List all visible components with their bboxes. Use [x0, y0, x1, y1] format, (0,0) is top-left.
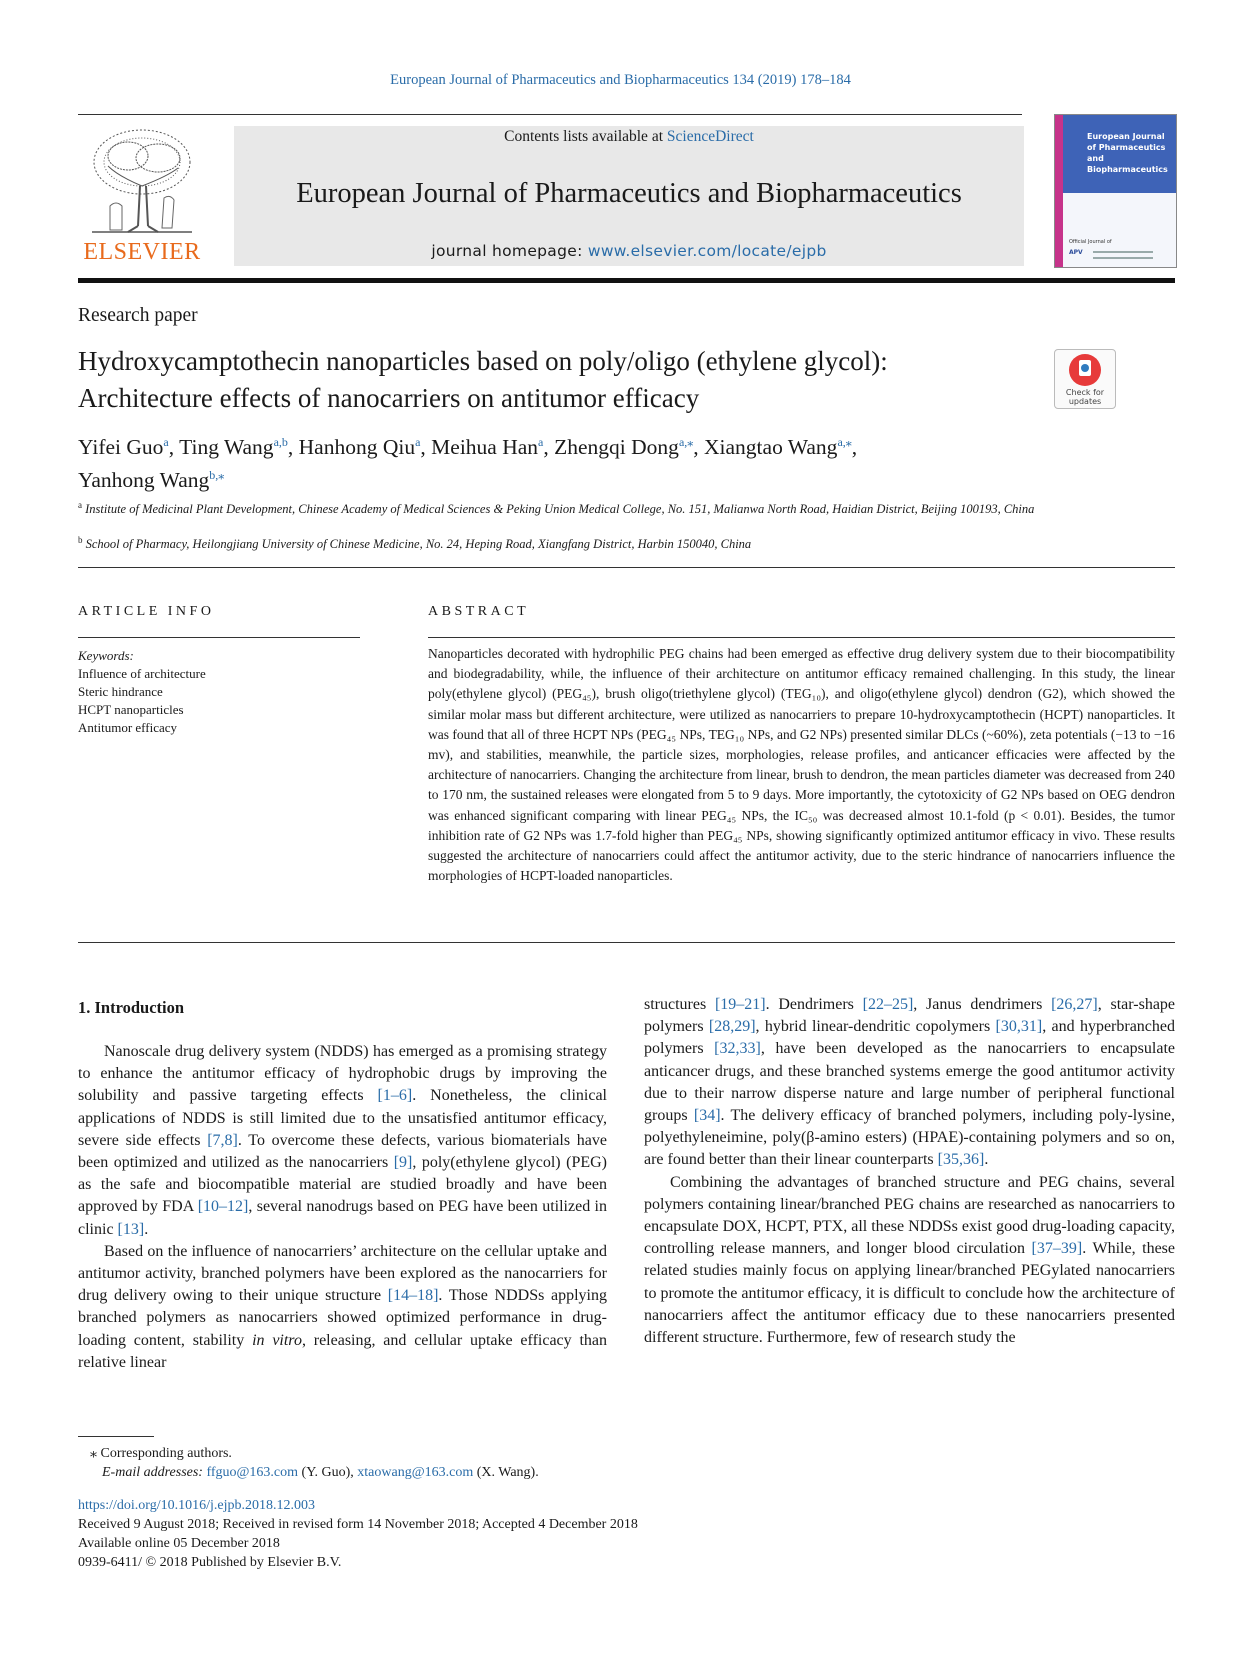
author-list — [78, 428, 1038, 494]
citation-link[interactable]: [1–6] — [377, 1087, 413, 1105]
text-run: , Janus dendrimers — [913, 996, 1052, 1013]
author-name[interactable]: Yanhong Wang — [78, 468, 210, 493]
citation-link[interactable]: [28,29] — [708, 1018, 756, 1036]
journal-cover-image[interactable] — [1054, 114, 1177, 268]
citation-link[interactable]: [7,8] — [207, 1131, 238, 1149]
text-run: . While, these related studies mainly focus on applying linear/branched PEGylated nanocarriers to promote the antitumor efficacy, it is difficult to conclude how the architecture of nanocarriers affect the antitumor efficacy due to these nanocarriers presented different structure. Furthermore, few of research study the — [644, 1240, 1175, 1347]
keyword: Steric hindrance — [78, 684, 163, 699]
elsevier-tree-icon — [88, 126, 196, 236]
copyright: 0939-6411/ © 2018 Published by Elsevier B.V. — [78, 1555, 342, 1570]
author-affiliation-mark[interactable]: a — [163, 435, 169, 449]
text-run: Based on the influence of nanocarriers’ architecture on the cellular uptake and antitumor activity, branched polymers have been explored as the nanocarriers for drug delivery owing to their unique structure — [78, 1242, 607, 1305]
abstract-text: Nanoparticles decorated with hydrophilic PEG chains had been emerged as effective drug delivery system due to their biocompatibility and biodegradability, while, the influence of their architecture on antitumor efficacy remained challenging. In this study, the linear poly(ethylene glycol) (PEG₄₅), brush oligo(triethylene glycol) (TEG₁₀), and oligo(ethylene glycol) dendron (G2), which showed the similar molar mass but different architecture, were utilized as nanocarriers to prepare 10-hydroxycamptothecin (HCPT) nanoparticles. It was found that all of three HCPT NPs (PEG₄₅ NPs, TEG₁₀ NPs, and G2 NPs) presented similar DLCs (~60%), zeta potentials (−13 to −16 mv), and stabilities, meanwhile, the particle sizes, morphologies, release profiles, and anticancer efficacies were affected by the architecture of nanocarriers. Changing the architecture from linear, brush to dendron, the mean particles diameter was decreased from 240 to 170 nm, the sustained releases were elongated from 5 to 9 days. More importantly, the cytotoxicity of G2 NPs based on OEG dendron was enhanced significant comparing with linear PEG₄₅ NPs, the IC₅₀ was decreased almost 10.1-fold (p < 0.01). Besides, the tumor inhibition rate of G2 NPs was 1.7-fold higher than PEG₄₅ NPs, showing significantly optimized antitumor efficacy in vivo. These results suggested the architecture of nanocarriers could affect the antitumor activity, due to the steric hindrance of nanocarriers influence the morphologies of HCPT-loaded nanoparticles. — [428, 646, 1175, 884]
text-run: , hybrid linear-dendritic copolymers — [755, 1018, 996, 1036]
author-affiliation-mark[interactable]: a,⁎ — [837, 435, 852, 449]
text-run: . The delivery efficacy of branched polymers, including poly-lysine, polyethyleneimine, poly(β-amino esters) (HPAE)-containing polymers and so on, are found better than their linear counterparts — [644, 1107, 1175, 1169]
paragraph — [644, 994, 1175, 1172]
citation-link[interactable]: [10–12] — [197, 1198, 249, 1216]
journal-banner — [234, 126, 1024, 266]
cover-footer: Official Journal of — [1069, 239, 1112, 245]
sciencedirect-link[interactable]: ScienceDirect — [666, 128, 754, 145]
text-run: Combining the advantages of branched structure and PEG chains, several polymers containing linear/branched PEG chains are researched as nanocarriers to encapsulate DOX, HCPT, PTX, all these NDDSs exist good drug-loading capacity, controlling release manners, and longer blood circulation — [644, 1173, 1176, 1258]
citation-link[interactable]: [32,33] — [714, 1040, 761, 1058]
cover-line — [1093, 251, 1153, 253]
text-run: , have been developed as the nanocarriers to encapsulate anticancer drugs, and these branched systems emerge the good antitumor activity due to their narrow disperse nature and large number of peripheral functional groups — [644, 1040, 1175, 1125]
article-type: Research paper — [78, 305, 198, 326]
text-run: . Nonetheless, the clinical applications of NDDS is still limited due to the unsatisfied antitumor efficacy, severe side effects — [78, 1087, 607, 1149]
text-run: . Dendrimers — [765, 996, 863, 1013]
email-line: E-mail addresses: ffguo@163.com (Y. Guo), xtaowang@163.com (X. Wang). — [102, 1465, 539, 1480]
citation-link[interactable]: [9] — [393, 1154, 413, 1172]
author-separator: , — [693, 435, 705, 460]
citation-link[interactable]: [34] — [693, 1107, 721, 1125]
paragraph — [644, 1172, 1175, 1350]
journal-homepage: journal homepage: www.elsevier.com/locate/ejpb — [431, 242, 827, 260]
citation-link[interactable]: [26,27] — [1051, 996, 1098, 1013]
text-run: , star-shape polymers — [644, 996, 1176, 1036]
citation-link[interactable]: [30,31] — [995, 1018, 1043, 1036]
text-run: . To overcome these defects, various biomaterials have been optimized and utilized as the nanocarriers — [78, 1131, 607, 1172]
author-name[interactable]: Yifei Guo — [78, 435, 164, 460]
affiliation: $^a$ Institute of Medicinal Plant Development, Chinese Academy of Medical Sciences & Peking Union Medical College, No. 151, Malianwa North Road, Haidian District, Beijing 100193, China — [78, 500, 1035, 517]
right-column — [644, 994, 1175, 1349]
author-affiliation-mark[interactable]: a,⁎ — [678, 435, 694, 449]
elsevier-logo[interactable] — [78, 126, 206, 266]
bookmark-icon — [1069, 354, 1101, 386]
elsevier-wordmark: ELSEVIER — [83, 239, 201, 265]
citation-link[interactable]: [22–25] — [862, 996, 914, 1013]
keywords-block — [78, 647, 206, 737]
contents-line: Contents lists available at ScienceDirect — [504, 128, 754, 145]
paragraph — [78, 1241, 607, 1374]
available-online: Available online 05 December 2018 — [78, 1536, 280, 1551]
citation-link[interactable]: [37–39] — [1031, 1240, 1083, 1258]
affiliation: $^b$ School of Pharmacy, Heilongjiang University of Chinese Medicine, No. 24, Heping Road, Xiangfang District, Harbin 150040, China — [78, 535, 752, 552]
author-name[interactable]: Zhengqi Dong — [554, 435, 679, 460]
article-title — [78, 343, 1038, 417]
author-affiliation-mark[interactable]: a — [415, 435, 421, 449]
section-divider — [78, 567, 1175, 568]
author-separator: , — [420, 435, 432, 460]
author-affiliation-mark[interactable]: a — [538, 435, 544, 449]
abstract-rule — [428, 637, 1175, 638]
header-thick-rule — [78, 278, 1175, 283]
italic-text: in vitro — [252, 1331, 302, 1349]
received-dates: Received 9 August 2018; Received in revised form 14 November 2018; Accepted 4 December 2018 — [78, 1517, 638, 1532]
citation-link[interactable]: [35,36] — [937, 1151, 985, 1169]
author-affiliation-mark[interactable]: b,⁎ — [209, 468, 225, 483]
author-affiliation-mark[interactable]: a,b — [273, 435, 288, 449]
author-separator: , — [851, 435, 858, 460]
text-run: , several nanodrugs based on PEG have been utilized in clinic — [78, 1198, 608, 1238]
title-line: Architecture effects of nanocarriers on antitumor efficacy — [78, 383, 700, 413]
text-run: . Those NDDSs applying branched polymers as nanocarriers showed optimized performance in drug-loading content, stability — [78, 1287, 607, 1349]
keywords-label: Keywords: — [78, 648, 134, 663]
abstract-body — [428, 644, 1175, 886]
email-link[interactable]: xtaowang@163.com — [357, 1465, 474, 1480]
article-info-heading: ARTICLE INFO — [78, 604, 215, 619]
paragraph — [78, 1041, 607, 1241]
text-run: . — [984, 1151, 989, 1169]
author-name[interactable]: Xiangtao Wang — [704, 435, 838, 460]
keyword: Influence of architecture — [78, 666, 206, 681]
cover-strip — [1055, 115, 1063, 267]
citation-link[interactable]: [19–21] — [714, 996, 766, 1013]
cover-line — [1093, 257, 1153, 259]
header-rule — [78, 114, 1022, 115]
author-name[interactable]: Ting Wang — [179, 435, 274, 460]
footnote-rule — [78, 1436, 154, 1437]
author-separator: , — [543, 435, 555, 460]
journal-title: European Journal of Pharmaceutics and Biopharmaceutics — [296, 178, 962, 209]
journal-reference[interactable]: European Journal of Pharmaceutics and Biopharmaceutics 134 (2019) 178–184 — [390, 72, 851, 88]
left-column — [78, 1041, 607, 1374]
email-link[interactable]: ffguo@163.com — [206, 1465, 299, 1480]
text-run: Nanoscale drug delivery system (NDDS) has emerged as a promising strategy to enhance the antitumor efficacy of hydrophobic drugs by improving the solubility and passive targeting effects — [78, 1043, 607, 1105]
keyword: HCPT nanoparticles — [78, 702, 184, 717]
abstract-heading: ABSTRACT — [428, 604, 530, 619]
cover-title: European Journal of Pharmaceutics and Biopharmaceutics — [1087, 132, 1168, 174]
check-for-updates-button[interactable] — [1054, 349, 1116, 409]
article-info-rule — [78, 637, 360, 638]
publication-info — [78, 1496, 638, 1572]
text-run: structures — [644, 996, 715, 1013]
citation-link[interactable]: [13] — [117, 1220, 145, 1238]
homepage-link[interactable]: www.elsevier.com/locate/ejpb — [587, 242, 827, 260]
title-line: Hydroxycamptothecin nanoparticles based on poly/oligo (ethylene glycol): — [78, 346, 888, 376]
footnotes — [78, 1444, 539, 1482]
doi-link[interactable]: https://doi.org/10.1016/j.ejpb.2018.12.003 — [78, 1498, 315, 1513]
text-run: , releasing, and cellular uptake efficacy than relative linear — [78, 1331, 607, 1371]
text-run: , poly(ethylene glycol) (PEG) as the safe and biocompatible material are studied broadly and have been approved by FDA — [78, 1154, 608, 1216]
author-separator: , — [168, 435, 180, 460]
section-heading: 1. Introduction — [78, 998, 185, 1017]
citation-link[interactable]: [14–18] — [387, 1287, 439, 1305]
author-name[interactable]: Meihua Han — [431, 435, 539, 460]
author-name[interactable]: Hanhong Qiu — [298, 435, 416, 460]
cover-body — [1063, 193, 1176, 267]
text-run: . — [144, 1220, 149, 1238]
text-run: , and hyperbranched polymers — [644, 1018, 1176, 1058]
corresponding-note: ⁎ Corresponding authors. — [90, 1446, 232, 1461]
apv-logo: APV — [1069, 249, 1083, 256]
abstract-bottom-rule — [78, 942, 1175, 943]
author-separator: , — [287, 435, 299, 460]
keyword: Antitumor efficacy — [78, 720, 178, 735]
check-updates-label: Check for updates — [1065, 388, 1105, 406]
